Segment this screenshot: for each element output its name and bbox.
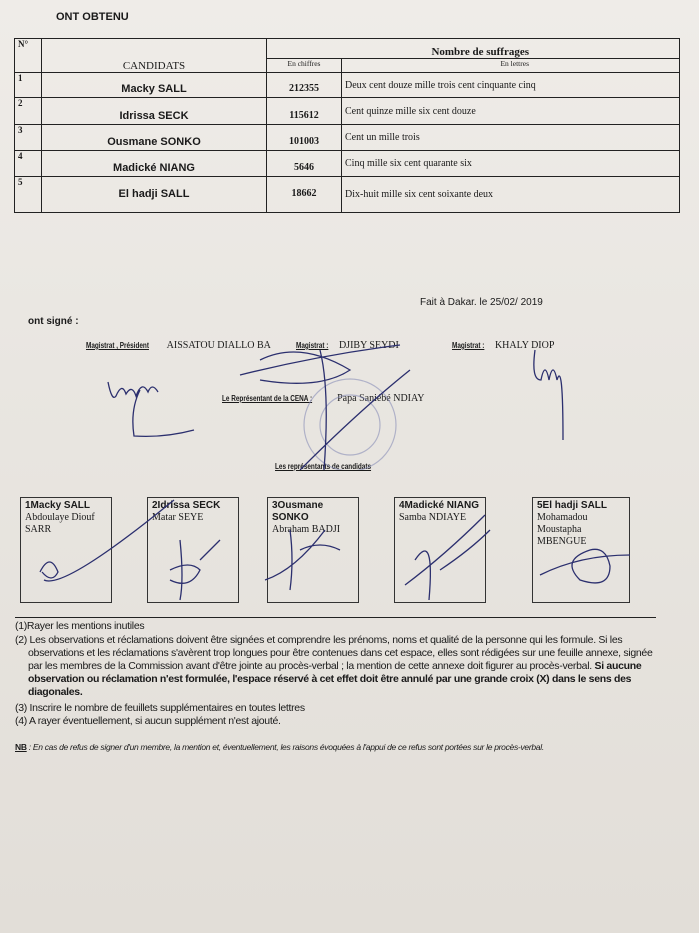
signatory-name: Papa Saniébé NDIAY xyxy=(337,393,425,404)
rep-candidate: 1Macky SALL xyxy=(25,500,91,511)
header-no: N° xyxy=(15,39,42,73)
role-label: Magistrat , Président xyxy=(86,341,149,350)
table-row xyxy=(15,98,680,125)
signatory-name: AISSATOU DIALLO BA xyxy=(166,340,271,351)
rep-candidate: 5El hadji SALL xyxy=(537,500,608,511)
nb-text: : En cas de refus de signer d'un membre, la mention et, éventuellement, les raisons évoquées à l'appui de ce refus sont portées sur le procès-verbal. xyxy=(26,742,544,752)
rep-signatures xyxy=(0,490,699,620)
rep-name: Matar SEYE xyxy=(152,512,204,523)
table-row xyxy=(15,151,680,177)
nb-label: NB xyxy=(15,742,27,752)
votes-letters: Dix-huit mille six cent soixante deux xyxy=(342,177,680,213)
signatory-name: KHALY DIOP xyxy=(494,340,555,351)
role-label: Magistrat : xyxy=(296,341,329,350)
candidate-name: Madické NIANG xyxy=(42,151,267,177)
row-no: 3 xyxy=(15,125,42,151)
header-candidates: CANDIDATS xyxy=(42,39,267,73)
signature xyxy=(108,382,194,436)
rep-candidate: 3Ousmane SONKO xyxy=(272,500,324,523)
reps-heading: Les représentants de candidats xyxy=(275,462,372,471)
votes-figures: 5646 xyxy=(267,151,342,177)
candidate-name: Idrissa SECK xyxy=(42,98,267,125)
votes-figures: 212355 xyxy=(267,73,342,98)
note-3: (3) Inscrire le nombre de feuillets supplémentaires en toutes lettres xyxy=(15,702,305,714)
note-2 xyxy=(15,634,668,699)
rep-candidate: 4Madické NIANG xyxy=(399,500,480,511)
table-row xyxy=(15,73,680,98)
note-1: (1)Rayer les mentions inutiles xyxy=(15,620,145,632)
signatory-name: DJIBY SEYDI xyxy=(338,340,399,351)
rep-candidate: 2Idrissa SECK xyxy=(152,500,221,511)
votes-letters: Deux cent douze mille trois cent cinquante cinq xyxy=(342,73,680,98)
rep-name: Abdoulaye Diouf SARR xyxy=(25,512,95,535)
votes-letters: Cent un mille trois xyxy=(342,125,680,151)
divider xyxy=(15,617,656,618)
results-table xyxy=(14,38,680,213)
row-no: 2 xyxy=(15,98,42,125)
row-no: 4 xyxy=(15,151,42,177)
votes-figures: 18662 xyxy=(267,177,342,213)
rep-name: Abraham BADJI xyxy=(272,524,341,535)
role-label: Magistrat : xyxy=(452,341,485,350)
place-date: Fait à Dakar. le 25/02/ 2019 xyxy=(420,297,543,308)
table-row xyxy=(15,125,680,151)
votes-figures: 101003 xyxy=(267,125,342,151)
rep-name: Mohamadou Moustapha MBENGUE xyxy=(537,512,588,547)
table-row xyxy=(15,177,680,213)
note-2-bold: Si aucune observation ou réclamation n'est formulée, l'espace réservé à cet effet doit être annulé par une grande croix (X) dans le sens des diagonales. xyxy=(28,660,642,698)
candidate-name: Ousmane SONKO xyxy=(42,125,267,151)
note-4: (4) A rayer éventuellement, si aucun supplément n'est ajouté. xyxy=(15,715,281,727)
row-no: 1 xyxy=(15,73,42,98)
role-label: Le Représentant de la CENA : xyxy=(222,394,313,403)
candidate-name: Macky SALL xyxy=(42,73,267,98)
candidate-name: El hadji SALL xyxy=(42,177,267,213)
note-2-text: (2) Les observations et réclamations doivent être signées et comprendre les prénoms, noms et qualité de la personne qui les formule. Si les observations et les réclamations s'avèrent trop longues pour être contenues dans cet espace, elles sont rédigées sur une feuille annexe, signée par les membres de la Commission avant d'être jointe au procès-verbal ; la mention de cette annexe doit figurer au procès-verbal. xyxy=(15,634,653,672)
signature xyxy=(534,350,563,440)
signatures-and-stamp xyxy=(0,290,699,470)
votes-figures: 115612 xyxy=(267,98,342,125)
nb-note xyxy=(15,742,544,752)
header-votes: Nombre de suffrages xyxy=(267,39,680,59)
row-no: 5 xyxy=(15,177,42,213)
header-letters: En lettres xyxy=(342,59,680,73)
rep-name: Samba NDIAYE xyxy=(399,512,467,523)
header-figures: En chiffres xyxy=(267,59,342,73)
heading: ONT OBTENU xyxy=(56,11,129,23)
votes-letters: Cent quinze mille six cent douze xyxy=(342,98,680,125)
signed-label: ont signé : xyxy=(28,316,79,327)
votes-letters: Cinq mille six cent quarante six xyxy=(342,151,680,177)
